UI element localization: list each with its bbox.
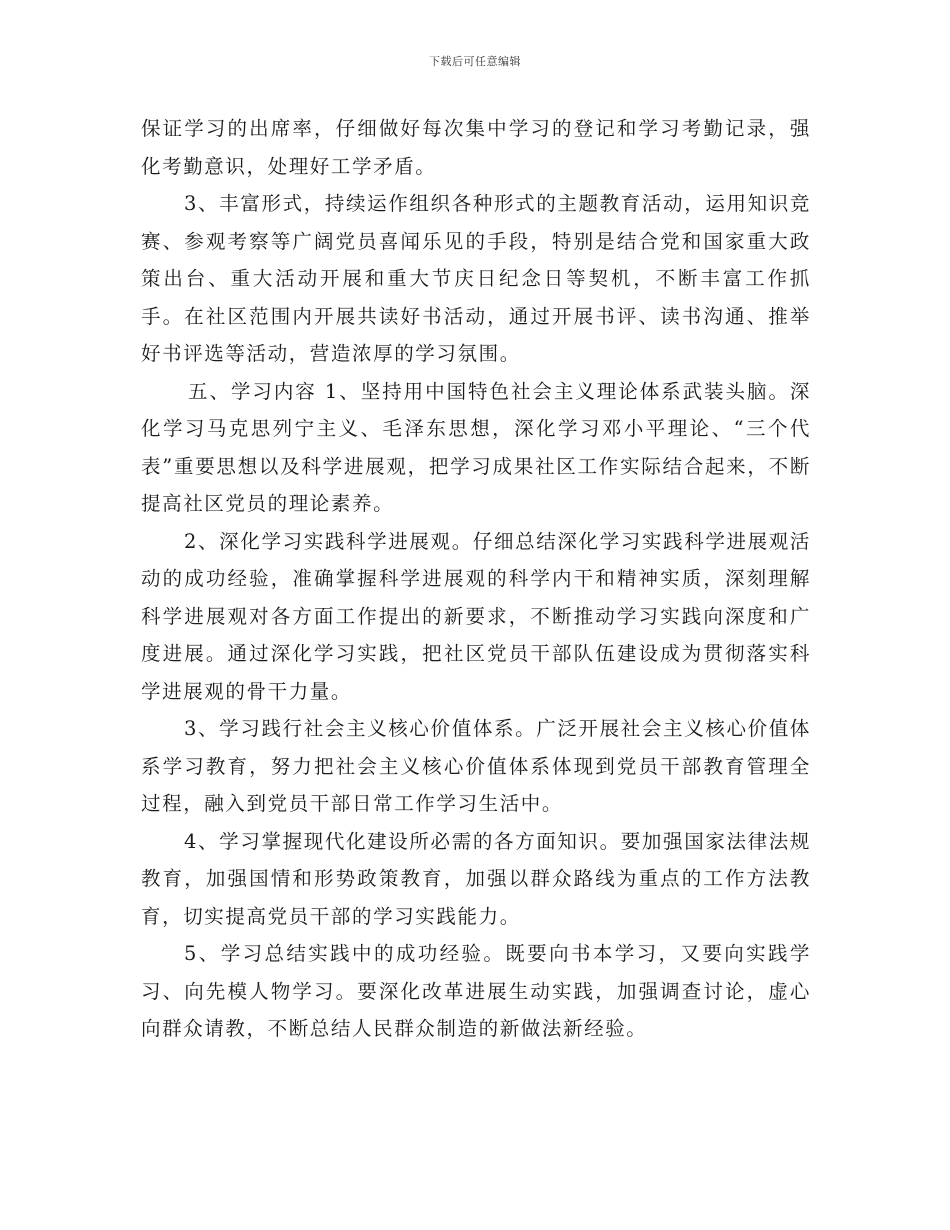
paragraph-item-3-forms: 3、丰富形式，持续运作组织各种形式的主题教育活动，运用知识竞赛、参观考察等广阔党员喜闻乐见的手段，特别是结合党和国家重大政策出台、重大活动开展和重大节庆日纪念日等契机，不断丰富工作抓手。在社区范围内开展共读好书活动，通过开展书评、读书沟通、推举好书评选等活动，营造浓厚的学习氛围。 [141,192,811,365]
paragraph-item-5-experience: 5、学习总结实践中的成功经验。既要向书本学习，又要向实践学习、向先模人物学习。要深化改革进展生动实践，加强调查讨论，虚心向群众请教，不断总结人民群众制造的新做法新经验。 [141,942,811,1040]
paragraph-attendance: 保证学习的出席率，仔细做好每次集中学习的登记和学习考勤记录，强化考勤意识，处理好工学矛盾。 [141,117,811,178]
paragraph-section-5-content: 五、学习内容 1、坚持用中国特色社会主义理论体系武装头脑。深化学习马克思列宁主义、毛泽东思想，深化学习邓小平理论、“三个代表”重要思想以及科学进展观，把学习成果社区工作实际结合起来，不断提高社区党员的理论素养。 [141,379,811,515]
paragraph-item-2-development: 2、深化学习实践科学进展观。仔细总结深化学习实践科学进展观活动的成功经验，准确掌握科学进展观的科学内干和精神实质，深刻理解科学进展观对各方面工作提出的新要求，不断推动学习实践向深度和广度进展。通过深化学习实践，把社区党员干部队伍建设成为贯彻落实科学进展观的骨干力量。 [141,529,811,703]
document-body [141,110,811,1048]
paragraph-item-3-values: 3、学习践行社会主义核心价值体系。广泛开展社会主义核心价值体系学习教育，努力把社会主义核心价值体系体现到党员干部教育管理全过程，融入到党员干部日常工作学习生活中。 [141,717,811,815]
page-header-note: 下载后可任意编辑 [429,55,521,68]
paragraph-item-4-knowledge: 4、学习掌握现代化建设所必需的各方面知识。要加强国家法律法规教育，加强国情和形势政策教育，加强以群众路线为重点的工作方法教育，切实提高党员干部的学习实践能力。 [141,829,811,928]
